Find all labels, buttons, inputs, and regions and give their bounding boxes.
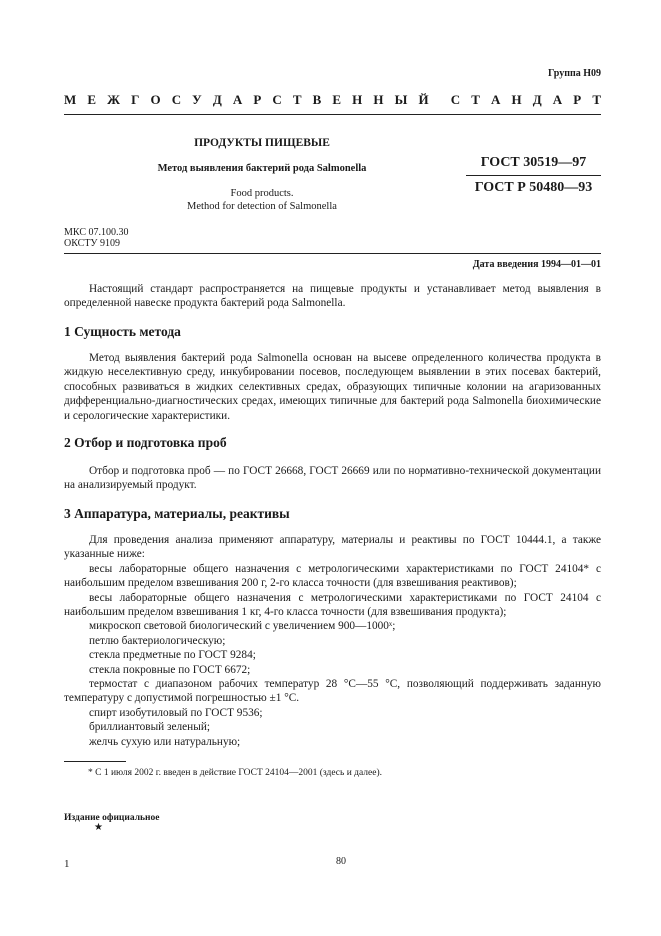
banner-letter: А	[491, 92, 501, 107]
banner-letter: Е	[332, 92, 342, 107]
section-2-text: Отбор и подготовка проб — по ГОСТ 26668, ГОСТ 26669 или по нормативно-технической документации на анализируемый продукт.	[64, 465, 601, 492]
footnote-rule	[64, 761, 126, 762]
banner-letter: Г	[131, 92, 140, 107]
list-item: стекла предметные по ГОСТ 9284;	[89, 649, 256, 662]
date-rule	[64, 253, 601, 254]
list-item: желчь сухую или натуральную;	[89, 735, 241, 748]
banner-letter: М	[64, 92, 77, 107]
intro-paragraph: Настоящий стандарт распространяется на пищевые продукты и устанавливает метод выявления в определенной навеске продукта бактерий рода Salmonella.	[64, 283, 601, 310]
group-label: Группа Н09	[548, 68, 601, 79]
section-3-heading: 3 Аппаратура, материалы, реактивы	[64, 506, 290, 521]
standard-banner	[64, 92, 601, 108]
banner-letter: Р	[573, 92, 582, 107]
gost-number-secondary: ГОСТ Р 50480—93	[474, 180, 593, 195]
banner-letter: Д	[212, 92, 222, 107]
list-item: стекла покровные по ГОСТ 6672;	[89, 663, 251, 676]
section-2-heading: 2 Отбор и подготовка проб	[64, 435, 227, 450]
banner-letter: Р	[253, 92, 262, 107]
section-3-list	[64, 533, 601, 749]
list-item: бриллиантовый зеленый;	[89, 721, 211, 734]
banner-letter: Д	[532, 92, 542, 107]
section-1-text: Метод выявления бактерий рода Salmonella основан на высеве определенного количества продукта в жидкую неселективную среду, инкубировании посевов, последующем выявлении в этих посевах бактерий, способных развиваться в жидких селективных средах, образующих типичные колонии на агаризованных дифференциально-диагностических средах, имеющих типичные для бактерий рода Salmonella биохимические и серологические характеристики.	[64, 352, 601, 422]
banner-letter: Т	[292, 92, 302, 107]
list-item: спирт изобутиловый по ГОСТ 9536;	[89, 706, 263, 719]
banner-letter: О	[150, 92, 161, 107]
banner-letter: У	[192, 92, 202, 107]
star-icon: ★	[94, 822, 103, 833]
list-item: весы лабораторные общего назначения с метрологическими характеристиками по ГОСТ 24104 с наибольшим пределом взвешивания 1 кг, 4-го класса точности (для взвешивания продукта);	[64, 591, 601, 619]
banner-letter: В	[312, 92, 322, 107]
banner-letter: С	[171, 92, 182, 107]
banner-letter: Н	[373, 92, 384, 107]
banner-letter: Е	[87, 92, 97, 107]
banner-letter: С	[450, 92, 461, 107]
english-title-line1: Food products.	[230, 188, 294, 199]
banner-letter: Т	[471, 92, 480, 107]
list-item: петлю бактериологическую;	[89, 634, 226, 647]
banner-letter: А	[552, 92, 563, 107]
section-1-heading: 1 Сущность метода	[64, 324, 181, 339]
banner-rule	[64, 114, 601, 115]
section-3-intro: Для проведения анализа применяют аппаратуру, материалы и реактивы по ГОСТ 10444.1, а также указанные ниже:	[64, 534, 601, 561]
gost-divider	[466, 175, 601, 176]
official-edition-label: Издание официальное	[64, 813, 160, 823]
banner-letter: Т	[592, 92, 601, 107]
banner-letter: Й	[418, 92, 429, 107]
banner-letter: Ы	[394, 92, 408, 107]
publication-number: 1	[64, 858, 70, 870]
product-title: ПРОДУКТЫ ПИЩЕВЫЕ	[194, 137, 330, 149]
banner-letter: Н	[511, 92, 522, 107]
banner-letter: Н	[352, 92, 363, 107]
footnote: * С 1 июля 2002 г. введен в действие ГОСТ 24104—2001 (здесь и далее).	[88, 768, 383, 778]
banner-letter: С	[272, 92, 282, 107]
introduction-date: Дата введения 1994—01—01	[472, 259, 601, 270]
list-item: термостат с диапазоном рабочих температур 28 °С—55 °С, позволяющий поддерживать заданную температуру с допустимой погрешностью ±1 °С.	[64, 678, 601, 705]
banner-letter: А	[232, 92, 243, 107]
banner-letter: Ж	[107, 92, 120, 107]
list-item: весы лабораторные общего назначения с метрологическими характеристиками по ГОСТ 24104* с наибольшим пределом взвешивания 200 г, 2-го класса точности (для взвешивания реактивов);	[64, 562, 601, 590]
mks-code: МКС 07.100.30	[64, 227, 129, 238]
gost-number-primary: ГОСТ 30519—97	[480, 155, 587, 170]
english-title-line2: Method for detection of Salmonella	[187, 201, 337, 212]
method-title: Метод выявления бактерий рода Salmonella	[157, 163, 367, 174]
okstu-code: ОКСТУ 9109	[64, 238, 121, 249]
list-item: микроскоп световой биологический с увеличением 900—1000ˣ;	[89, 620, 396, 633]
page-number: 80	[336, 856, 346, 867]
